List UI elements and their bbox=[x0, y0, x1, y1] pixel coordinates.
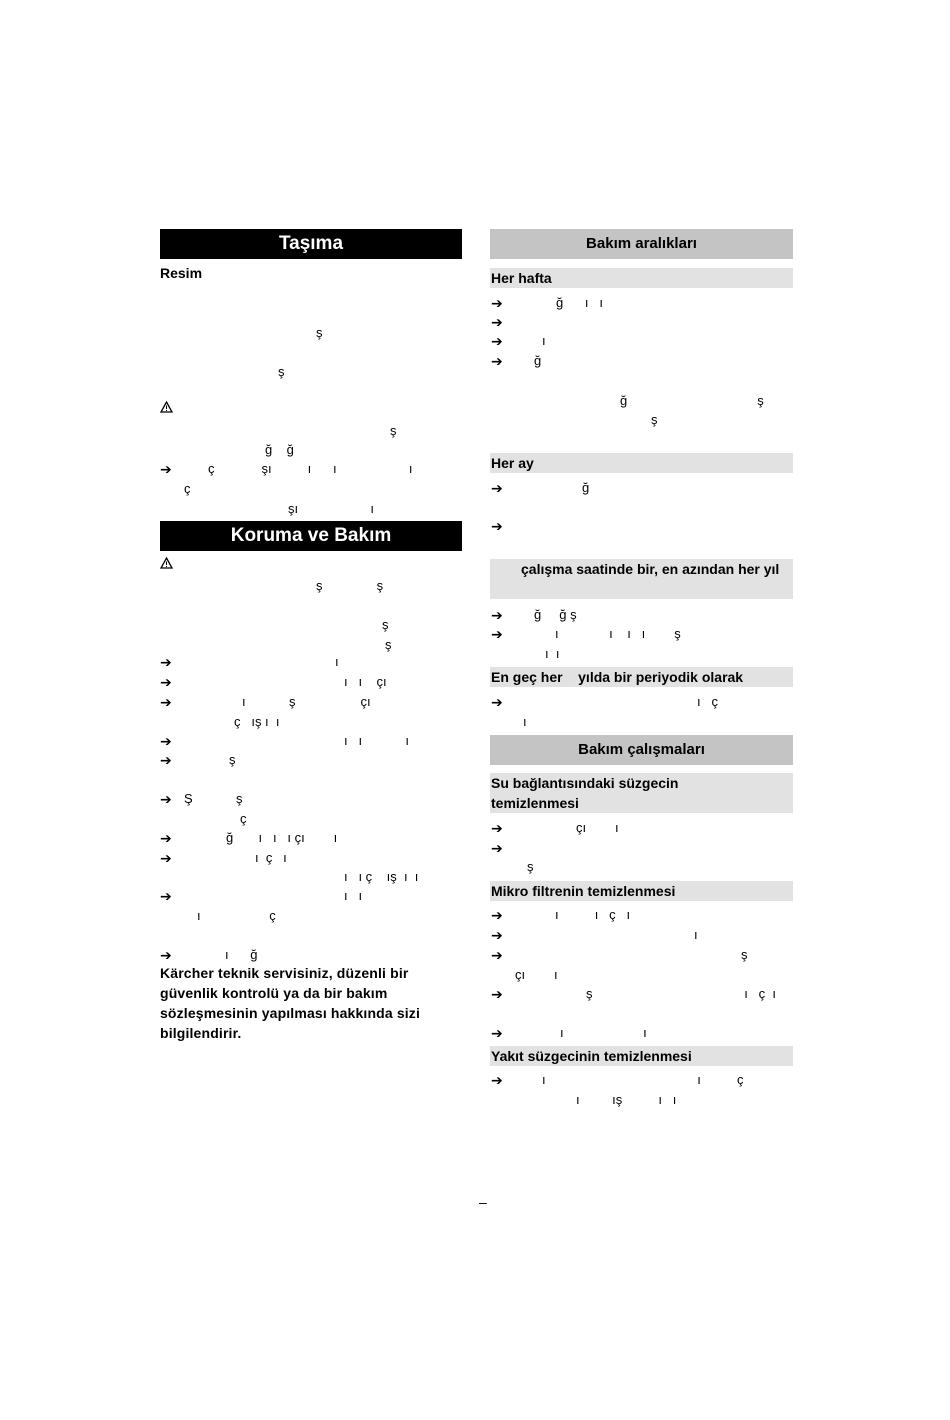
section-title-bakim-calismalari: Bakım çalışmaları bbox=[490, 735, 793, 765]
subheading-su-baglantisi: Su bağlantısındaki süzgecin temizlenmesi bbox=[490, 773, 793, 813]
list-item-continuation: şı ı bbox=[288, 501, 374, 516]
arrow-right-icon: ➔ bbox=[160, 733, 172, 749]
subheading-yakit-suzgeci: Yakıt süzgecinin temizlenmesi bbox=[490, 1046, 793, 1066]
list-item: ğ ğ ş bbox=[534, 607, 577, 622]
arrow-right-icon: ➔ bbox=[491, 820, 503, 836]
list-item: ş bbox=[229, 752, 236, 767]
arrow-right-icon: ➔ bbox=[491, 907, 503, 923]
arrow-right-icon: ➔ bbox=[160, 791, 172, 807]
list-item: ç şı ı ı ı bbox=[208, 461, 413, 476]
text-fragment: ş bbox=[382, 617, 389, 632]
list-item: ş bbox=[741, 947, 748, 962]
list-item: ğ ı ı ı çı ı bbox=[226, 830, 338, 845]
arrow-right-icon: ➔ bbox=[160, 694, 172, 710]
list-item: ı ı ç bbox=[542, 1072, 744, 1087]
list-item: ğ ı ı bbox=[556, 295, 603, 310]
list-item: ı ş çı bbox=[242, 694, 371, 709]
arrow-right-icon: ➔ bbox=[491, 626, 503, 642]
list-item: ı bbox=[694, 927, 698, 942]
text-fragment: ğ ş bbox=[620, 393, 764, 408]
warning-triangle-icon bbox=[160, 555, 173, 575]
list-item: ı bbox=[542, 333, 546, 348]
arrow-right-icon: ➔ bbox=[491, 295, 503, 311]
arrow-right-icon: ➔ bbox=[491, 353, 503, 369]
list-item-continuation: ı ış ı ı bbox=[576, 1092, 677, 1107]
arrow-right-icon: ➔ bbox=[160, 674, 172, 690]
subheading-en-gec: En geç her yılda bir periyodik olarak bbox=[490, 667, 793, 687]
list-item-continuation: ı ı ç ış ı ı bbox=[344, 869, 419, 884]
arrow-right-icon: ➔ bbox=[491, 607, 503, 623]
text-fragment: ş bbox=[385, 637, 392, 652]
closing-paragraph: Kärcher teknik servisiniz, düzenli bir güvenlik kontrolü ya da bir bakım sözleşmesinin yapılması hakkında sizi bilgilendirir. bbox=[160, 965, 420, 1041]
section-title-bakim-araliklari: Bakım aralıkları bbox=[490, 229, 793, 259]
section-title-tasima: Taşıma bbox=[160, 229, 462, 259]
page-number: – bbox=[479, 1194, 487, 1210]
list-item: ğ bbox=[534, 353, 542, 368]
text-fragment: ş bbox=[278, 364, 285, 379]
text-fragment: ş ş bbox=[316, 578, 384, 593]
subheading-mikro-filtre: Mikro filtrenin temizlenmesi bbox=[490, 881, 793, 901]
arrow-right-icon: ➔ bbox=[160, 888, 172, 904]
arrow-right-icon: ➔ bbox=[160, 947, 172, 963]
subheading-her-ay: Her ay bbox=[490, 453, 793, 473]
list-item-continuation: ı bbox=[523, 714, 527, 729]
list-item: ı ı ı bbox=[344, 733, 410, 748]
subheading-resim: Resim bbox=[160, 265, 203, 281]
list-item: ı ı ç ı bbox=[555, 907, 631, 922]
arrow-right-icon: ➔ bbox=[491, 947, 503, 963]
subheading-her-hafta: Her hafta bbox=[490, 268, 793, 288]
text-fragment: ş bbox=[316, 325, 323, 340]
list-item: ı ğ bbox=[225, 947, 258, 962]
arrow-right-icon: ➔ bbox=[491, 927, 503, 943]
list-item-continuation: ş bbox=[527, 859, 534, 874]
arrow-right-icon: ➔ bbox=[160, 752, 172, 768]
list-item: ı ı bbox=[344, 888, 363, 903]
arrow-right-icon: ➔ bbox=[491, 480, 503, 496]
list-item-continuation: ç ış ı ı bbox=[234, 714, 280, 729]
list-item: ı ç bbox=[697, 694, 718, 709]
text-fragment: ğ ğ bbox=[265, 442, 294, 457]
arrow-right-icon: ➔ bbox=[491, 840, 503, 856]
arrow-right-icon: ➔ bbox=[491, 333, 503, 349]
arrow-right-icon: ➔ bbox=[491, 1072, 503, 1088]
arrow-right-icon: ➔ bbox=[160, 461, 172, 477]
list-item: ı ı bbox=[560, 1025, 647, 1040]
list-item: ğ bbox=[582, 480, 590, 495]
subheading-text: çalışma saatinde bir, en azından her yıl bbox=[521, 561, 780, 577]
arrow-right-icon: ➔ bbox=[491, 314, 503, 330]
text-fragment: ş bbox=[651, 412, 658, 427]
list-item: ı ç ı bbox=[255, 850, 287, 865]
list-item-continuation: ç bbox=[184, 481, 191, 496]
list-item: çı ı bbox=[576, 820, 619, 835]
section-title-koruma: Koruma ve Bakım bbox=[160, 521, 462, 551]
arrow-right-icon: ➔ bbox=[491, 1025, 503, 1041]
list-item: Ş ş bbox=[184, 791, 243, 806]
list-item: ı ı çı bbox=[344, 674, 387, 689]
list-item: ş ı ç ı bbox=[586, 986, 776, 1001]
text-fragment: ş bbox=[390, 423, 397, 438]
arrow-right-icon: ➔ bbox=[491, 694, 503, 710]
subheading-calisma-saati bbox=[490, 559, 793, 599]
arrow-right-icon: ➔ bbox=[160, 850, 172, 866]
arrow-right-icon: ➔ bbox=[160, 654, 172, 670]
list-item-continuation: ç bbox=[240, 811, 247, 826]
arrow-right-icon: ➔ bbox=[160, 830, 172, 846]
list-item-continuation: çı ı bbox=[515, 967, 558, 982]
list-item-continuation: ı ç bbox=[197, 908, 276, 923]
list-item: ı bbox=[335, 654, 339, 669]
arrow-right-icon: ➔ bbox=[491, 518, 503, 534]
list-item-continuation: ı ı bbox=[545, 646, 560, 661]
arrow-right-icon: ➔ bbox=[491, 986, 503, 1002]
list-item: ı ı ı ı ş bbox=[555, 626, 681, 641]
warning-triangle-icon bbox=[160, 399, 173, 419]
